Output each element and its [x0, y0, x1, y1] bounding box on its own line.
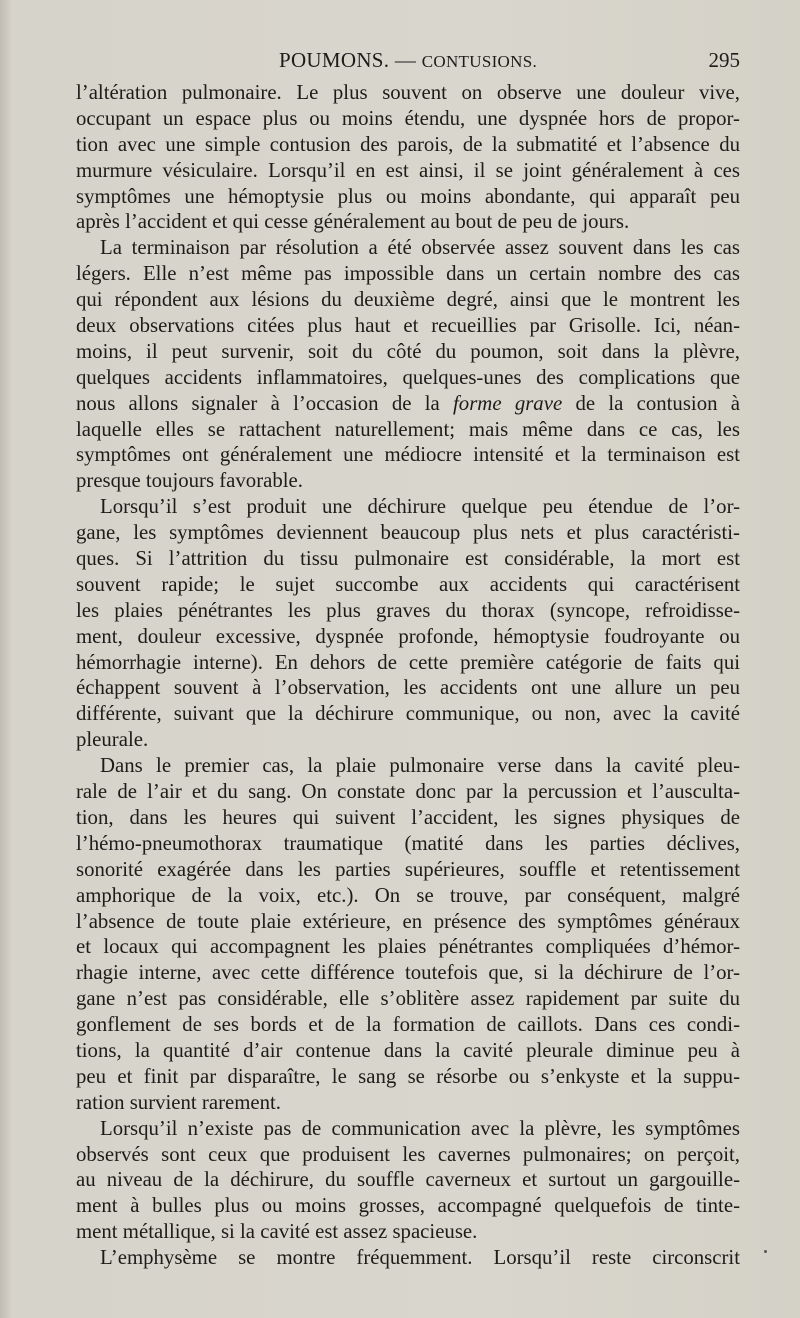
- paragraph: [76, 494, 740, 753]
- running-title-main: POUMONS.: [278, 48, 390, 72]
- text-line: occupant un espace plus ou moins étendu, une dyspnée hors de propor-: [76, 106, 740, 130]
- text-line: tions, la quantité d’air contenue dans la cavité pleurale diminue peu à: [76, 1038, 740, 1062]
- text-line: légers. Elle n’est même pas impossible dans un certain nombre des cas: [76, 262, 740, 286]
- page-number: 295: [708, 48, 740, 72]
- text-line: La terminaison par résolution a été observée assez souvent dans les cas: [100, 236, 740, 260]
- paragraph: [76, 1245, 740, 1271]
- text-line: presque toujours favorable.: [76, 469, 303, 493]
- text-line: peu et finit par disparaître, le sang se résorbe ou s’enkyste et la suppu-: [76, 1064, 740, 1088]
- running-title-dash: —: [394, 48, 417, 72]
- text-line: différente, suivant que la déchirure communique, ou non, avec la cavité: [76, 702, 740, 726]
- text-line: observés sont ceux que produisent les cavernes pulmonaires; on perçoit,: [76, 1142, 740, 1166]
- text-line: Dans le premier cas, la plaie pulmonaire verse dans la cavité pleu-: [100, 754, 740, 778]
- text-line: pleurale.: [76, 728, 149, 752]
- body-text: [76, 80, 740, 1271]
- text-line: l’hémo-pneumothorax traumatique (matité dans les parties déclives,: [76, 831, 740, 855]
- paragraph: [76, 235, 740, 494]
- paragraph: [76, 80, 740, 235]
- text-line: l’absence de toute plaie extérieure, en présence des symptômes généraux: [76, 909, 740, 933]
- text-line: quelques accidents inflammatoires, quelques-unes des complications que: [76, 365, 740, 389]
- italic-text: forme grave: [453, 391, 563, 415]
- text-line: qui répondent aux lésions du deuxième degré, ainsi que le montrent les: [76, 288, 740, 312]
- text-line: après l’accident et qui cesse généralement au bout de peu de jours.: [76, 210, 630, 234]
- text-line: gane n’est pas considérable, elle s’oblitère assez rapidement par suite du: [76, 987, 740, 1011]
- text-line: murmure vésiculaire. Lorsqu’il en est ainsi, il se joint généralement à ces: [76, 158, 740, 182]
- paragraph: [76, 753, 740, 1115]
- running-title-sub: CONTUSIONS.: [421, 52, 537, 71]
- text-line: échappent souvent à l’observation, les accidents ont une allure un peu: [76, 676, 740, 700]
- text-line: Lorsqu’il s’est produit une déchirure quelque peu étendue de l’or-: [100, 495, 740, 519]
- text-line: ment à bulles plus ou moins grosses, accompagné quelquefois de tinte-: [76, 1194, 740, 1218]
- text-line: rhagie interne, avec cette différence toutefois que, si la déchirure de l’or-: [76, 961, 740, 985]
- text-line: laquelle elles se rattachent naturellement; mais même dans ce cas, les: [76, 417, 740, 441]
- text-line: hémorrhagie interne). En dehors de cette première catégorie de faits qui: [76, 650, 740, 674]
- text-line: tion avec une simple contusion des parois, de la submatité et l’absence du: [76, 132, 740, 156]
- text-line: gane, les symptômes deviennent beaucoup plus nets et plus caractéristi-: [76, 521, 740, 545]
- text-line: l’altération pulmonaire. Le plus souvent on observe une douleur vive,: [76, 81, 740, 104]
- running-title: [76, 48, 740, 73]
- text-line: amphorique de la voix, etc.). On se trouve, par conséquent, malgré: [76, 883, 740, 907]
- text-line: Lorsqu’il n’existe pas de communication avec la plèvre, les symptômes: [100, 1116, 740, 1140]
- text-line: nous allons signaler à l’occasion de la forme grave de la contusion à: [76, 391, 740, 415]
- text-line: moins, il peut survenir, soit du côté du poumon, soit dans la plèvre,: [76, 339, 740, 363]
- text-line: gonflement de ses bords et de la formation de caillots. Dans ces condi-: [76, 1013, 740, 1037]
- text-line: au niveau de la déchirure, du souffle caverneux et surtout un gargouille-: [76, 1168, 740, 1192]
- text-line: tion, dans les heures qui suivent l’accident, les signes physiques de: [76, 805, 740, 829]
- text-line: ment, douleur excessive, dyspnée profonde, hémoptysie foudroyante ou: [76, 624, 740, 648]
- text-line: les plaies pénétrantes les plus graves du thorax (syncope, refroidisse-: [76, 598, 740, 622]
- text-line: symptômes ont généralement une médiocre intensité et la terminaison est: [76, 443, 740, 467]
- running-header: [76, 46, 740, 76]
- text-line: rale de l’air et du sang. On constate donc par la percussion et l’ausculta-: [76, 780, 740, 804]
- text-line: ment métallique, si la cavité est assez spacieuse.: [76, 1220, 478, 1244]
- text-line: symptômes une hémoptysie plus ou moins abondante, qui apparaît peu: [76, 184, 740, 208]
- text-line: deux observations citées plus haut et recueillies par Grisolle. Ici, néan-: [76, 314, 740, 338]
- text-line: ques. Si l’attrition du tissu pulmonaire est considérable, la mort est: [76, 547, 740, 571]
- text-line: sonorité exagérée dans les parties supérieures, souffle et retentissement: [76, 857, 740, 881]
- text-line: ration survient rarement.: [76, 1090, 282, 1114]
- print-speck: [764, 1250, 767, 1253]
- text-line: souvent rapide; le sujet succombe aux accidents qui caractérisent: [76, 572, 740, 596]
- text-line: L’emphysème se montre fréquemment. Lorsqu’il reste circonscrit: [100, 1246, 740, 1270]
- text-line: et locaux qui accompagnent les plaies pénétrantes compliquées d’hémor-: [76, 935, 740, 959]
- paragraph: [76, 1116, 740, 1245]
